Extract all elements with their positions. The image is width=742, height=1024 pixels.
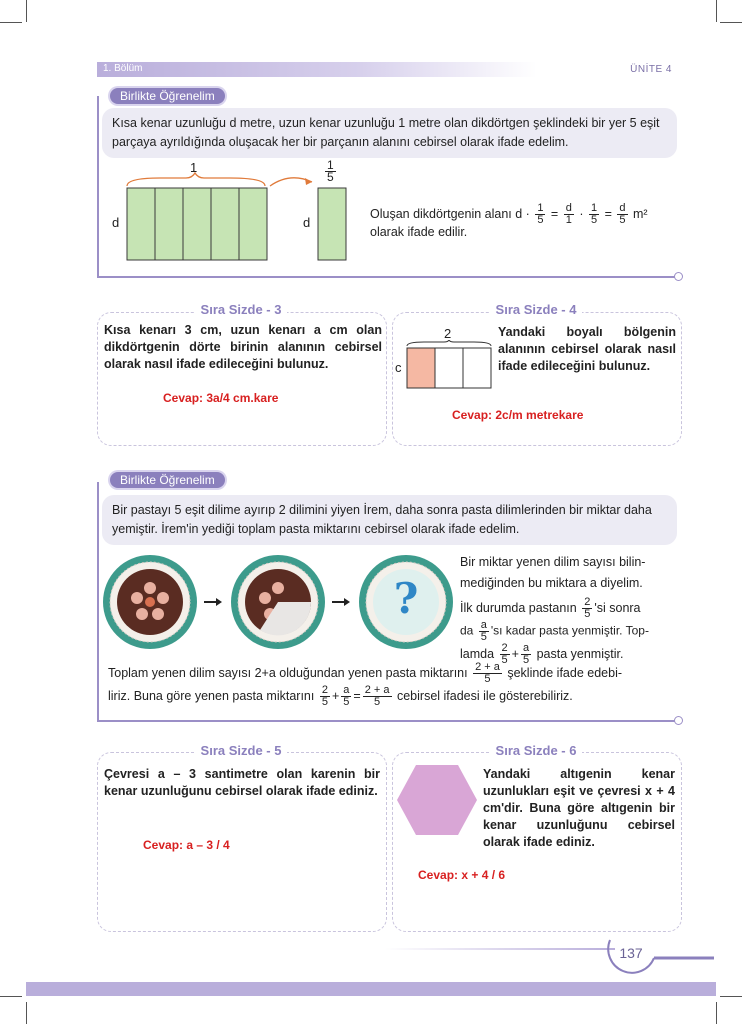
chapter-bar	[97, 62, 537, 77]
crop-mark	[26, 1002, 27, 1024]
sira-sizde-6-text: Yandaki altıgenin kenar uzunlukları eşit ve çevresi x + 4 cm'dir. Buna göre altıgenin bir kenar uzunluğunu cebirsel olarak ifade ediniz.	[483, 767, 675, 849]
rectangle-diagram	[120, 172, 350, 262]
crop-mark	[716, 1002, 717, 1024]
shaded-strip	[407, 348, 435, 388]
top-length-label: 1	[190, 160, 198, 175]
sira-sizde-3-answer: Cevap: 3a/4 cm.kare	[163, 391, 279, 405]
sira-sizde-5-answer: Cevap: a – 3 / 4	[143, 838, 230, 852]
piece-fraction: $\frac{1}{5}$	[327, 158, 334, 184]
sira-sizde-3-title: Sıra Sizde - 3	[195, 302, 288, 317]
strip	[183, 188, 211, 260]
crop-mark	[0, 22, 22, 23]
piece-side-label: d	[303, 215, 311, 230]
crop-mark	[720, 22, 742, 23]
sira-sizde-6-answer: Cevap: x + 4 / 6	[418, 868, 506, 882]
shaded-rectangle-diagram	[404, 340, 496, 392]
single-strip	[318, 188, 346, 260]
sira-sizde-6-title: Sıra Sizde - 6	[490, 743, 583, 758]
section-2-side-text: Bir miktar yenen dilim sayısı bilin- mediğinden bu miktara a diyelim. İlk durumda pastanın $\frac{2}{5}$ 'si sonra da $\frac{a}{5}$ 'sı kadar pasta yenmiştir. Top- lamda $\frac{2}{5}$ + $\frac{a}{5}$ pasta yenmiştir.	[460, 555, 649, 666]
strip	[211, 188, 239, 260]
hexagon-shape	[396, 764, 478, 836]
sira-sizde-5-text: Çevresi a – 3 santimetre olan karenin bir kenar uzunluğunu cebirsel olarak ifade ediniz.	[104, 767, 380, 798]
crop-mark	[0, 996, 22, 997]
strip	[127, 188, 155, 260]
section-2-conclusion: Toplam yenen dilim sayısı 2+a olduğundan yenen pasta miktarını $\frac{2 + a}{5}$ şeklinde ifade edebi- liriz. Buna göre yenen pasta miktarını $\frac{2}{5}$ + $\frac{a}{5}$ = $\frac{2 + a}{5}$ cebirsel ifadesi ile gösterebiliriz.	[108, 661, 623, 708]
brace-icon	[407, 340, 491, 346]
chapter-label: 1. Bölüm	[103, 63, 143, 74]
section-1-tag: Birlikte Öğrenelim	[110, 88, 225, 104]
section-1-intro: Kısa kenar uzunluğu d metre, uzun kenar uzunluğu 1 metre olan dikdörtgen şeklindeki bir yer 5 eşit parçaya ayrıldığında oluşacak her bir parçanın alanını cebirsel olarak ifade edelim.	[102, 108, 677, 158]
page-number: 137	[619, 945, 643, 961]
area-formula: Oluşan dikdörtgenin alanı d · $\frac{1}{5}$ = $\frac{d}{1}$ · $\frac{1}{5}$ = $\frac{d}{5}$ m² olarak ifade edilir.	[370, 202, 648, 239]
section-2-tag: Birlikte Öğrenelim	[110, 472, 225, 488]
arrow-head-icon	[305, 178, 312, 185]
sira-sizde-3-text: Kısa kenarı 3 cm, uzun kenarı a cm olan dikdörtgenin dörte birinin alanının cebirsel olarak nasıl ifade edileceğini bulunuz.	[104, 323, 382, 371]
strip	[435, 348, 463, 388]
sira-4-side-label: c	[395, 360, 402, 375]
crop-mark	[720, 996, 742, 997]
sira-sizde-4-answer: Cevap: 2c/m metrekare	[452, 408, 584, 422]
sira-sizde-4-text: Yandaki boyalı bölgenin alanının cebirsel olarak nasıl ifade edileceğini bulunuz.	[498, 325, 676, 373]
strip	[463, 348, 491, 388]
crop-mark	[716, 0, 717, 22]
footer-line	[385, 948, 615, 950]
side-length-label: d	[112, 215, 120, 230]
brace-icon	[127, 173, 265, 186]
crop-mark	[26, 0, 27, 22]
unit-label: ÜNİTE 4	[630, 64, 672, 75]
section-end-dot	[674, 716, 683, 725]
section-2-intro: Bir pastayı 5 eşit dilime ayırıp 2 dilimini yiyen İrem, daha sonra pasta dilimlerinden bir miktar daha yemiştir. İrem'in yediği toplam pasta miktarını cebirsel olarak ifade edelim.	[102, 495, 677, 545]
section-end-dot	[674, 272, 683, 281]
footer-bar	[26, 982, 716, 996]
sira-sizde-4-title: Sıra Sizde - 4	[490, 302, 583, 317]
question-mark-icon: ?	[393, 574, 419, 623]
strip	[155, 188, 183, 260]
hexagon-icon	[397, 765, 477, 835]
strip	[239, 188, 267, 260]
sira-sizde-5-title: Sıra Sizde - 5	[195, 743, 288, 758]
sira-4-top-label: 2	[444, 326, 452, 341]
